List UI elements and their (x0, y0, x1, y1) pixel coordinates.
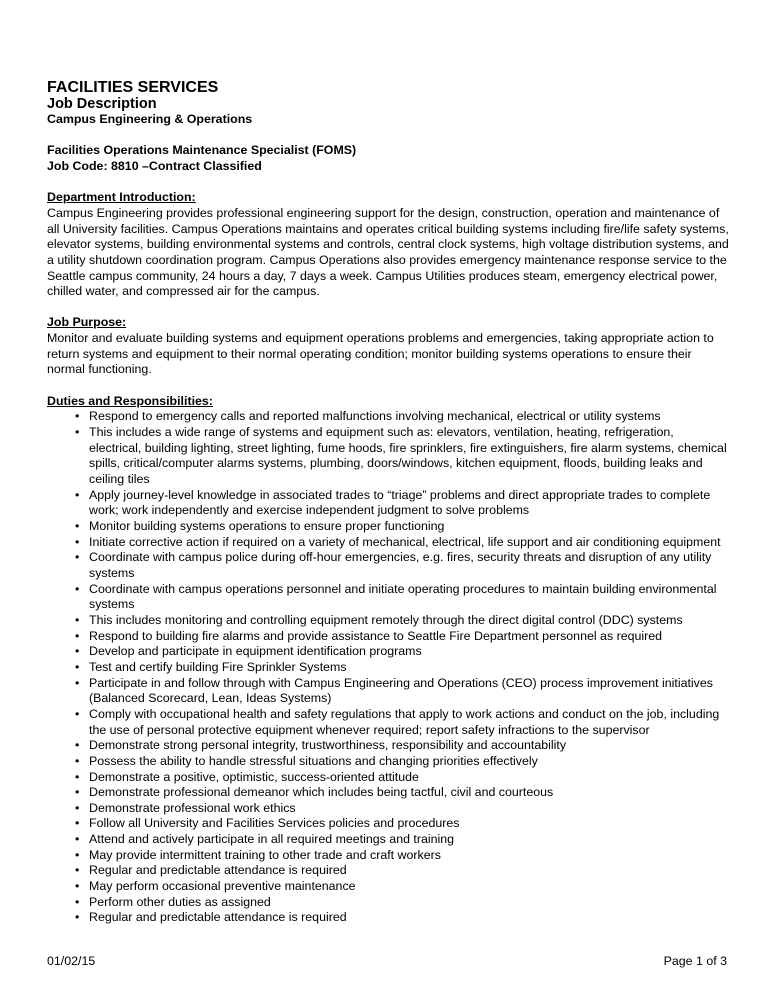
bullet-icon: • (75, 738, 80, 753)
duty-item (47, 629, 729, 645)
duty-text: Respond to emergency calls and reported malfunctions involving mechanical, electrical or utility systems (89, 409, 661, 424)
duty-item (47, 848, 729, 864)
duty-text: Apply journey-level knowledge in associated trades to “triage” problems and direct appropriate trades to complete work; work independently and exercise independent judgment to solve problems (89, 487, 711, 518)
purpose-text: Monitor and evaluate building systems and equipment operations problems and emergencies, taking appropriate action to return systems and equipment to their normal operating condition; monitor building systems operations to ensure their normal functioning. (47, 331, 714, 377)
bullet-icon: • (75, 519, 80, 533)
duty-text: Develop and participate in equipment identification programs (89, 644, 422, 659)
duty-item (47, 519, 729, 535)
duty-item (47, 644, 729, 660)
duty-text: Coordinate with campus operations personnel and initiate operating procedures to maintain building environmental systems (89, 581, 717, 612)
duties-list (47, 409, 729, 926)
bullet-icon: • (75, 785, 80, 800)
duty-text: This includes monitoring and controlling equipment remotely through the direct digital control (DDC) systems (89, 612, 683, 627)
duty-item (47, 582, 729, 613)
duty-text: Perform other duties as assigned (89, 894, 271, 909)
duty-text: Monitor building systems operations to ensure proper functioning (89, 519, 445, 533)
duty-item (47, 816, 729, 832)
duty-text: Regular and predictable attendance is required (89, 863, 347, 878)
duty-text: Comply with occupational health and safety regulations that apply to work actions and conduct on the job, including the use of personal protective equipment whenever required; report safety infractions to the supervisor (89, 706, 720, 737)
bullet-icon: • (75, 581, 80, 596)
duty-item (47, 535, 729, 551)
bullet-icon: • (75, 612, 80, 627)
intro-heading: Department Introduction: (47, 190, 196, 205)
duty-text: May perform occasional preventive maintenance (89, 879, 356, 894)
duty-text: Follow all University and Facilities Services policies and procedures (89, 816, 460, 831)
duty-item (47, 832, 729, 848)
duty-item (47, 754, 729, 770)
duty-item (47, 409, 729, 425)
duty-text: Demonstrate strong personal integrity, trustworthiness, responsibility and accountability (89, 738, 567, 753)
document-title: FACILITIES SERVICES (47, 79, 219, 96)
purpose-heading: Job Purpose: (47, 315, 127, 330)
duty-text: Attend and actively participate in all required meetings and training (89, 832, 455, 847)
job-code: Job Code: 8810 –Contract Classified (47, 158, 262, 173)
duty-text: Demonstrate professional work ethics (89, 800, 296, 815)
bullet-icon: • (75, 816, 80, 831)
department-name: Campus Engineering & Operations (47, 112, 253, 126)
bullet-icon: • (75, 534, 80, 549)
bullet-icon: • (75, 644, 80, 659)
duty-text: Test and certify building Fire Sprinkler Systems (89, 659, 347, 674)
bullet-icon: • (75, 832, 80, 847)
duty-item (47, 707, 729, 738)
duty-text: Possess the ability to handle stressful situations and changing priorities effectively (89, 753, 538, 768)
bullet-icon: • (75, 800, 80, 815)
page-footer (47, 954, 727, 970)
duty-item (47, 910, 729, 926)
bullet-icon: • (75, 894, 80, 909)
duty-item (47, 801, 729, 817)
bullet-icon: • (75, 409, 80, 424)
bullet-icon: • (75, 769, 80, 784)
bullet-icon: • (75, 753, 80, 768)
bullet-icon: • (75, 910, 80, 925)
duties-heading: Duties and Responsibilities: (47, 393, 213, 408)
bullet-icon: • (75, 675, 80, 690)
bullet-icon: • (75, 628, 80, 643)
duty-text: Demonstrate professional demeanor which includes being tactful, civil and courteous (89, 785, 554, 800)
duty-text: Respond to building fire alarms and provide assistance to Seattle Fire Department personnel as required (89, 628, 663, 643)
duty-item (47, 660, 729, 676)
duty-item (47, 879, 729, 895)
duty-item (47, 785, 729, 801)
bullet-icon: • (75, 425, 80, 440)
position-title: Facilities Operations Maintenance Specialist (FOMS) (47, 143, 357, 158)
duty-text: Initiate corrective action if required on a variety of mechanical, electrical, life support and air conditioning equipment (89, 534, 721, 549)
bullet-icon: • (75, 659, 80, 674)
bullet-icon: • (75, 863, 80, 878)
duty-text: Participate in and follow through with Campus Engineering and Operations (CEO) process improvement initiatives (Balanced Scorecard, Lean, Ideas Systems) (89, 675, 713, 706)
duty-text: This includes a wide range of systems and equipment such as: elevators, ventilation, heating, refrigeration, electrical, building lighting, street lighting, fume hoods, fire sprinklers, fire extinguishers, fire alarm systems, chemical spills, critical/computer alarms systems, plumbing, doors/windows, kitchen equipment, floods, building leaks and ceiling tiles (89, 425, 727, 487)
duty-item (47, 676, 729, 707)
duty-item (47, 738, 729, 754)
duty-item (47, 895, 729, 911)
duty-item (47, 863, 729, 879)
document-page (47, 79, 729, 926)
bullet-icon: • (75, 847, 80, 862)
document-subtitle: Job Description (47, 96, 157, 112)
duty-text: Coordinate with campus police during off-hour emergencies, e.g. fires, security threats and disruption of any utility systems (89, 550, 712, 580)
duty-text: May provide intermittent training to other trade and craft workers (89, 847, 441, 862)
footer-date: 01/02/15 (47, 954, 96, 968)
duty-item (47, 488, 729, 519)
bullet-icon: • (75, 879, 80, 894)
duty-text: Regular and predictable attendance is required (89, 910, 347, 925)
duty-text: Demonstrate a positive, optimistic, success-oriented attitude (89, 769, 419, 784)
duty-item (47, 613, 729, 629)
bullet-icon: • (75, 550, 80, 565)
bullet-icon: • (75, 706, 80, 721)
bullet-icon: • (75, 487, 80, 502)
duty-item (47, 550, 729, 581)
intro-text: Campus Engineering provides professional engineering support for the design, construction, operation and maintenance of all University facilities. Campus Operations maintains and operates critical building systems including fire/life safety systems, elevator systems, building environmental systems and controls, central clock systems, high voltage distribution systems, and a utility shutdown coordination program. Campus Operations also provides emergency maintenance response service to the Seattle campus community, 24 hours a day, 7 days a week. Campus Utilities produces steam, emergency electrical power, chilled water, and compressed air for the campus. (47, 205, 729, 299)
duty-item (47, 425, 729, 488)
page-number: Page 1 of 3 (663, 954, 727, 968)
duty-item (47, 770, 729, 786)
